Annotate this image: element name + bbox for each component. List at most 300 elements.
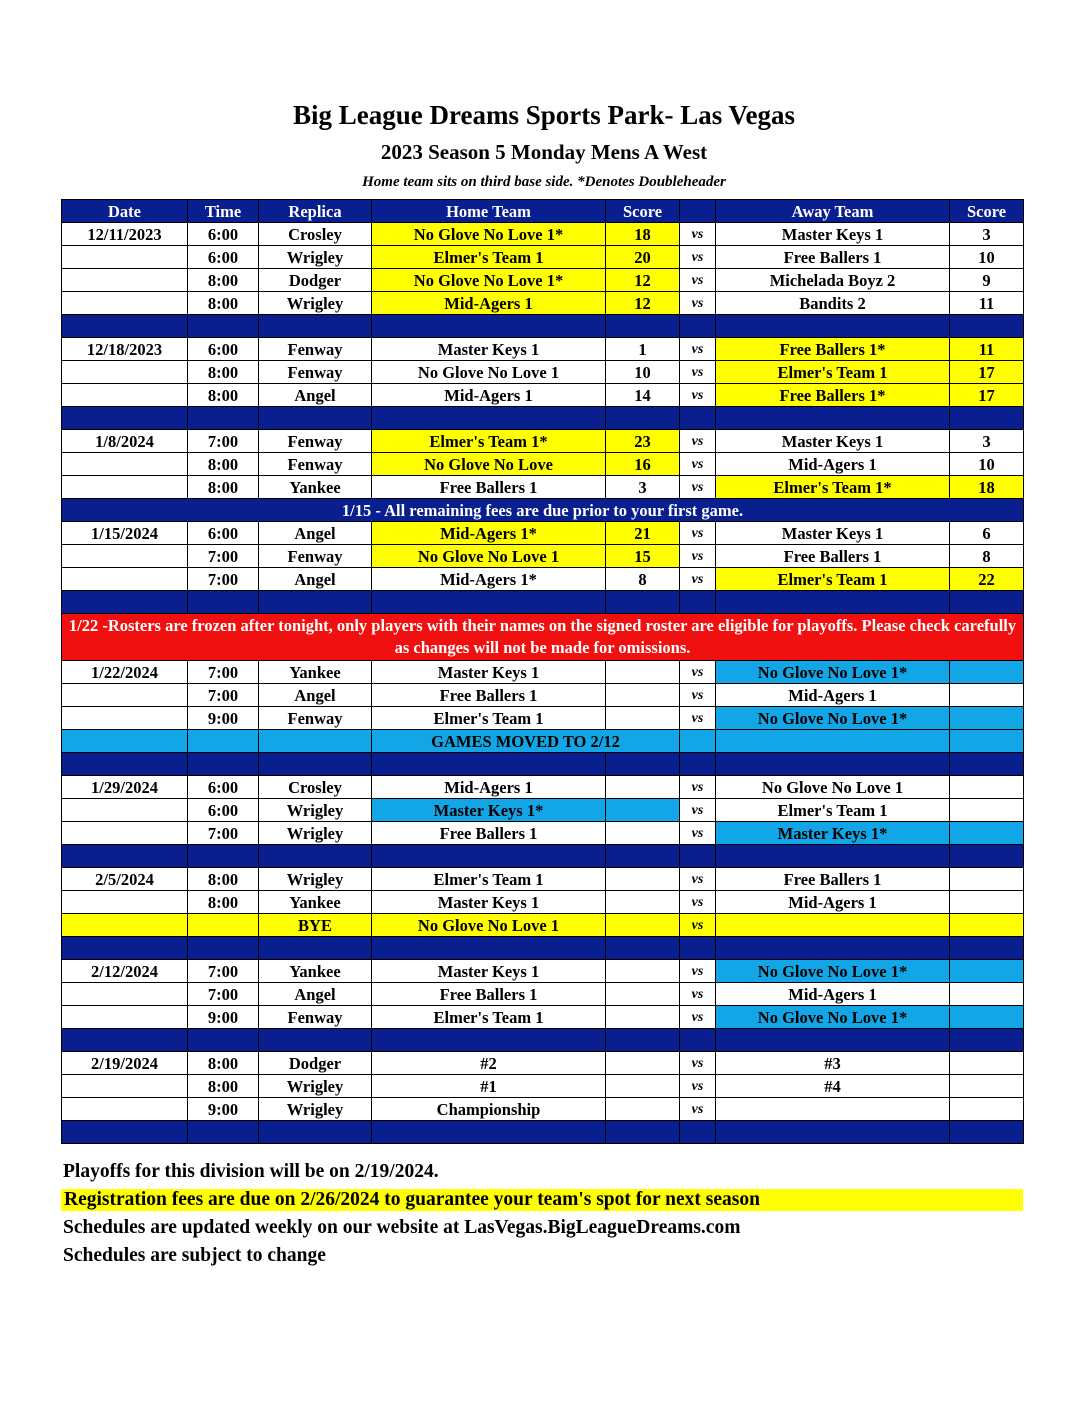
cell-time: 9:00 xyxy=(188,1098,259,1121)
col-home-score: Score xyxy=(606,200,680,223)
cell-away-score: 22 xyxy=(950,568,1024,591)
cell-date xyxy=(62,545,188,568)
cell-replica: Fenway xyxy=(259,453,372,476)
cell-replica: Yankee xyxy=(259,891,372,914)
cell-time: 8:00 xyxy=(188,269,259,292)
cell-vs: vs xyxy=(680,960,716,983)
cell-time: 8:00 xyxy=(188,476,259,499)
cell-away-score xyxy=(950,868,1024,891)
schedule-body xyxy=(62,223,1024,1144)
separator-cell xyxy=(372,315,606,338)
cell-home-team: Mid-Agers 1* xyxy=(372,568,606,591)
cell-home-score: 20 xyxy=(606,246,680,269)
cell-home-score xyxy=(606,799,680,822)
cell-vs: vs xyxy=(680,684,716,707)
separator-cell xyxy=(188,591,259,614)
cell-away-score: 6 xyxy=(950,522,1024,545)
cell-replica: Fenway xyxy=(259,545,372,568)
separator-cell xyxy=(716,591,950,614)
cell-replica: Angel xyxy=(259,983,372,1006)
cell-away-team: Mid-Agers 1 xyxy=(716,684,950,707)
cell-home-score: 15 xyxy=(606,545,680,568)
cell-replica: Wrigley xyxy=(259,246,372,269)
cell-replica: Wrigley xyxy=(259,1098,372,1121)
cell-time: 8:00 xyxy=(188,1052,259,1075)
cell-home-score xyxy=(606,776,680,799)
cell-away-team: Michelada Boyz 2 xyxy=(716,269,950,292)
rosters-notice-row xyxy=(62,614,1024,661)
separator-cell xyxy=(188,845,259,868)
separator-cell xyxy=(606,1121,680,1144)
separator-cell xyxy=(62,753,188,776)
cell-time: 8:00 xyxy=(188,292,259,315)
game-row xyxy=(62,545,1024,568)
cell-home-team: Master Keys 1 xyxy=(372,338,606,361)
cell-replica: Crosley xyxy=(259,223,372,246)
cell-away-team: Elmer's Team 1 xyxy=(716,799,950,822)
cell-away-team: Free Ballers 1 xyxy=(716,545,950,568)
separator-cell xyxy=(950,315,1024,338)
cell-home-score xyxy=(606,1098,680,1121)
cell-replica: Wrigley xyxy=(259,799,372,822)
cell-away-score xyxy=(950,914,1024,937)
header-note: Home team sits on third base side. *Denotes Doubleheader xyxy=(362,174,726,190)
game-row xyxy=(62,707,1024,730)
cell-date xyxy=(62,1075,188,1098)
cell-away-team: No Glove No Love 1* xyxy=(716,1006,950,1029)
cell-time: 7:00 xyxy=(188,983,259,1006)
cell-time: 8:00 xyxy=(188,891,259,914)
cell-away-score: 10 xyxy=(950,453,1024,476)
cell-replica: Angel xyxy=(259,522,372,545)
cell-time: 6:00 xyxy=(188,776,259,799)
cell-vs: vs xyxy=(680,384,716,407)
cell-vs: vs xyxy=(680,868,716,891)
cell-date xyxy=(62,453,188,476)
cell-date: 12/11/2023 xyxy=(62,223,188,246)
separator-cell xyxy=(188,315,259,338)
cell-home-score xyxy=(606,1052,680,1075)
cell-vs: vs xyxy=(680,891,716,914)
cell-home-score xyxy=(606,707,680,730)
cell-home-score: 16 xyxy=(606,453,680,476)
cell-away-score: 11 xyxy=(950,292,1024,315)
cell-away-score: 17 xyxy=(950,384,1024,407)
cell-time: 7:00 xyxy=(188,661,259,684)
cell-replica: Fenway xyxy=(259,1006,372,1029)
cell-home-score: 21 xyxy=(606,522,680,545)
separator-row xyxy=(62,1029,1024,1052)
cell-time: 8:00 xyxy=(188,868,259,891)
cell-away-score: 8 xyxy=(950,545,1024,568)
games-moved-cell xyxy=(680,730,716,753)
cell-time: 7:00 xyxy=(188,545,259,568)
separator-cell xyxy=(680,591,716,614)
separator-row xyxy=(62,407,1024,430)
cell-date: 2/12/2024 xyxy=(62,960,188,983)
cell-home-score xyxy=(606,868,680,891)
cell-time: 6:00 xyxy=(188,799,259,822)
cell-date xyxy=(62,707,188,730)
cell-away-team: Elmer's Team 1 xyxy=(716,568,950,591)
cell-away-team: Mid-Agers 1 xyxy=(716,891,950,914)
cell-home-team: No Glove No Love xyxy=(372,453,606,476)
game-row xyxy=(62,453,1024,476)
cell-home-score xyxy=(606,1006,680,1029)
cell-replica: Wrigley xyxy=(259,822,372,845)
separator-cell xyxy=(259,407,372,430)
footer-registration: Registration fees are due on 2/26/2024 to guarantee your team's spot for next season xyxy=(61,1189,1023,1211)
separator-cell xyxy=(62,315,188,338)
cell-home-team: Free Ballers 1 xyxy=(372,684,606,707)
cell-time: 9:00 xyxy=(188,1006,259,1029)
cell-away-team xyxy=(716,914,950,937)
separator-cell xyxy=(606,1029,680,1052)
cell-home-team: Mid-Agers 1 xyxy=(372,384,606,407)
cell-vs: vs xyxy=(680,545,716,568)
cell-date xyxy=(62,799,188,822)
separator-cell xyxy=(680,1121,716,1144)
cell-date xyxy=(62,891,188,914)
header-row xyxy=(62,200,1024,223)
cell-time: 7:00 xyxy=(188,960,259,983)
fees-notice-row xyxy=(62,499,1024,522)
separator-cell xyxy=(188,407,259,430)
col-replica: Replica xyxy=(259,200,372,223)
cell-vs: vs xyxy=(680,799,716,822)
separator-cell xyxy=(62,937,188,960)
cell-away-score: 11 xyxy=(950,338,1024,361)
cell-home-team: Elmer's Team 1 xyxy=(372,707,606,730)
cell-home-team: Elmer's Team 1 xyxy=(372,246,606,269)
col-date: Date xyxy=(62,200,188,223)
cell-date xyxy=(62,292,188,315)
separator-cell xyxy=(372,1029,606,1052)
cell-home-team: No Glove No Love 1* xyxy=(372,269,606,292)
cell-home-score xyxy=(606,960,680,983)
cell-away-score xyxy=(950,1052,1024,1075)
page-subtitle: 2023 Season 5 Monday Mens A West xyxy=(380,140,708,164)
separator-row xyxy=(62,845,1024,868)
cell-vs: vs xyxy=(680,707,716,730)
cell-home-score: 10 xyxy=(606,361,680,384)
cell-home-team: #2 xyxy=(372,1052,606,1075)
cell-vs: vs xyxy=(680,292,716,315)
cell-vs: vs xyxy=(680,776,716,799)
col-vs xyxy=(680,200,716,223)
cell-vs: vs xyxy=(680,476,716,499)
cell-away-score: 9 xyxy=(950,269,1024,292)
separator-cell xyxy=(188,753,259,776)
separator-cell xyxy=(372,407,606,430)
cell-away-team: Free Ballers 1* xyxy=(716,338,950,361)
separator-cell xyxy=(680,407,716,430)
cell-time xyxy=(188,914,259,937)
separator-cell xyxy=(259,937,372,960)
separator-cell xyxy=(950,1121,1024,1144)
cell-away-team: No Glove No Love 1* xyxy=(716,661,950,684)
cell-away-team: No Glove No Love 1* xyxy=(716,960,950,983)
games-moved-cell xyxy=(62,730,188,753)
cell-home-score: 18 xyxy=(606,223,680,246)
cell-time: 8:00 xyxy=(188,361,259,384)
cell-home-team: No Glove No Love 1* xyxy=(372,223,606,246)
game-row xyxy=(62,891,1024,914)
games-moved-cell xyxy=(259,730,372,753)
cell-home-score xyxy=(606,822,680,845)
separator-cell xyxy=(950,937,1024,960)
cell-away-team: Master Keys 1 xyxy=(716,430,950,453)
separator-cell xyxy=(372,591,606,614)
separator-cell xyxy=(62,1121,188,1144)
cell-replica: Fenway xyxy=(259,361,372,384)
cell-away-score xyxy=(950,1075,1024,1098)
cell-date: 1/8/2024 xyxy=(62,430,188,453)
cell-replica: Yankee xyxy=(259,661,372,684)
cell-away-team: Elmer's Team 1 xyxy=(716,361,950,384)
cell-replica: Yankee xyxy=(259,960,372,983)
cell-replica: Crosley xyxy=(259,776,372,799)
game-row xyxy=(62,1052,1024,1075)
cell-home-score xyxy=(606,914,680,937)
cell-home-team: No Glove No Love 1 xyxy=(372,545,606,568)
cell-away-team: No Glove No Love 1* xyxy=(716,707,950,730)
cell-time: 8:00 xyxy=(188,1075,259,1098)
separator-cell xyxy=(680,315,716,338)
cell-home-team: Elmer's Team 1 xyxy=(372,868,606,891)
separator-cell xyxy=(950,407,1024,430)
cell-vs: vs xyxy=(680,522,716,545)
cell-time: 6:00 xyxy=(188,338,259,361)
cell-date xyxy=(62,269,188,292)
cell-vs: vs xyxy=(680,223,716,246)
col-time: Time xyxy=(188,200,259,223)
cell-home-score: 14 xyxy=(606,384,680,407)
separator-row xyxy=(62,591,1024,614)
cell-time: 7:00 xyxy=(188,430,259,453)
cell-vs: vs xyxy=(680,1098,716,1121)
cell-home-team: Master Keys 1 xyxy=(372,891,606,914)
cell-away-score: 3 xyxy=(950,430,1024,453)
cell-home-score: 3 xyxy=(606,476,680,499)
game-row xyxy=(62,983,1024,1006)
footer-change: Schedules are subject to change xyxy=(63,1245,326,1266)
cell-date xyxy=(62,1098,188,1121)
separator-cell xyxy=(950,1029,1024,1052)
cell-home-team: Mid-Agers 1* xyxy=(372,522,606,545)
cell-vs: vs xyxy=(680,361,716,384)
cell-date xyxy=(62,914,188,937)
cell-vs: vs xyxy=(680,568,716,591)
cell-home-team: Free Ballers 1 xyxy=(372,822,606,845)
cell-time: 7:00 xyxy=(188,822,259,845)
cell-home-team: Free Ballers 1 xyxy=(372,476,606,499)
separator-cell xyxy=(950,845,1024,868)
cell-date: 1/29/2024 xyxy=(62,776,188,799)
games-moved-cell xyxy=(950,730,1024,753)
game-row xyxy=(62,1075,1024,1098)
separator-cell xyxy=(716,407,950,430)
cell-home-score xyxy=(606,684,680,707)
cell-home-team: Mid-Agers 1 xyxy=(372,776,606,799)
game-row xyxy=(62,430,1024,453)
separator-cell xyxy=(62,407,188,430)
cell-away-team: Mid-Agers 1 xyxy=(716,983,950,1006)
game-row xyxy=(62,568,1024,591)
game-row xyxy=(62,269,1024,292)
cell-home-team: Master Keys 1* xyxy=(372,799,606,822)
cell-date: 2/5/2024 xyxy=(62,868,188,891)
separator-cell xyxy=(62,845,188,868)
cell-date xyxy=(62,361,188,384)
separator-cell xyxy=(716,1121,950,1144)
game-row xyxy=(62,776,1024,799)
cell-home-score xyxy=(606,1075,680,1098)
separator-cell xyxy=(680,845,716,868)
cell-vs: vs xyxy=(680,914,716,937)
cell-away-team: No Glove No Love 1 xyxy=(716,776,950,799)
cell-replica: Angel xyxy=(259,684,372,707)
game-row xyxy=(62,476,1024,499)
cell-away-score xyxy=(950,960,1024,983)
game-row xyxy=(62,361,1024,384)
cell-away-team xyxy=(716,1098,950,1121)
game-row xyxy=(62,684,1024,707)
separator-cell xyxy=(62,1029,188,1052)
cell-home-team: Mid-Agers 1 xyxy=(372,292,606,315)
bye-row xyxy=(62,914,1024,937)
cell-vs: vs xyxy=(680,822,716,845)
separator-cell xyxy=(188,1029,259,1052)
schedule-table xyxy=(61,199,1024,1144)
cell-vs: vs xyxy=(680,661,716,684)
cell-away-score xyxy=(950,822,1024,845)
cell-time: 6:00 xyxy=(188,246,259,269)
cell-time: 7:00 xyxy=(188,684,259,707)
game-row xyxy=(62,1006,1024,1029)
cell-vs: vs xyxy=(680,430,716,453)
cell-time: 6:00 xyxy=(188,223,259,246)
cell-home-team: No Glove No Love 1 xyxy=(372,361,606,384)
cell-home-team: Free Ballers 1 xyxy=(372,983,606,1006)
footer-playoffs: Playoffs for this division will be on 2/19/2024. xyxy=(63,1161,439,1182)
cell-away-score xyxy=(950,661,1024,684)
cell-away-team: #4 xyxy=(716,1075,950,1098)
cell-replica: Fenway xyxy=(259,338,372,361)
cell-date xyxy=(62,246,188,269)
cell-replica: Wrigley xyxy=(259,1075,372,1098)
cell-away-score xyxy=(950,684,1024,707)
cell-home-team: #1 xyxy=(372,1075,606,1098)
cell-vs: vs xyxy=(680,338,716,361)
separator-row xyxy=(62,753,1024,776)
cell-date: 1/15/2024 xyxy=(62,522,188,545)
separator-cell xyxy=(606,937,680,960)
cell-date: 1/22/2024 xyxy=(62,661,188,684)
game-row xyxy=(62,960,1024,983)
separator-cell xyxy=(680,937,716,960)
cell-replica: Dodger xyxy=(259,1052,372,1075)
game-row xyxy=(62,292,1024,315)
cell-date: 2/19/2024 xyxy=(62,1052,188,1075)
cell-home-score: 23 xyxy=(606,430,680,453)
cell-home-score xyxy=(606,983,680,1006)
cell-date xyxy=(62,983,188,1006)
cell-date xyxy=(62,384,188,407)
cell-away-team: Free Ballers 1* xyxy=(716,384,950,407)
cell-away-score xyxy=(950,799,1024,822)
separator-cell xyxy=(950,753,1024,776)
games-moved-cell xyxy=(716,730,950,753)
cell-home-team: No Glove No Love 1 xyxy=(372,914,606,937)
cell-date: 12/18/2023 xyxy=(62,338,188,361)
col-away-score: Score xyxy=(950,200,1024,223)
separator-cell xyxy=(372,1121,606,1144)
cell-date xyxy=(62,822,188,845)
cell-home-score: 12 xyxy=(606,269,680,292)
separator-cell xyxy=(188,937,259,960)
separator-row xyxy=(62,1121,1024,1144)
cell-away-score: 10 xyxy=(950,246,1024,269)
games-moved-cell xyxy=(188,730,259,753)
cell-away-score xyxy=(950,891,1024,914)
cell-away-team: Mid-Agers 1 xyxy=(716,453,950,476)
separator-cell xyxy=(606,315,680,338)
game-row xyxy=(62,522,1024,545)
separator-cell xyxy=(716,937,950,960)
separator-row xyxy=(62,937,1024,960)
cell-time: 9:00 xyxy=(188,707,259,730)
game-row xyxy=(62,246,1024,269)
cell-time: 8:00 xyxy=(188,384,259,407)
cell-vs: vs xyxy=(680,269,716,292)
separator-cell xyxy=(62,591,188,614)
game-row xyxy=(62,384,1024,407)
separator-cell xyxy=(372,753,606,776)
cell-home-score: 1 xyxy=(606,338,680,361)
rosters-notice-row-text: 1/22 -Rosters are frozen after tonight, only players with their names on the signed roster are eligible for playoffs. Please check carefully as changes will not be made for omissions. xyxy=(62,614,1024,661)
separator-cell xyxy=(259,753,372,776)
col-away-team: Away Team xyxy=(716,200,950,223)
cell-home-score xyxy=(606,661,680,684)
cell-home-team: Championship xyxy=(372,1098,606,1121)
game-row xyxy=(62,661,1024,684)
separator-row xyxy=(62,315,1024,338)
cell-replica: Wrigley xyxy=(259,868,372,891)
cell-replica: BYE xyxy=(259,914,372,937)
cell-date xyxy=(62,568,188,591)
cell-home-team: Master Keys 1 xyxy=(372,661,606,684)
fees-notice-row-text: 1/15 - All remaining fees are due prior to your first game. xyxy=(62,499,1024,522)
separator-cell xyxy=(716,315,950,338)
game-row xyxy=(62,338,1024,361)
cell-away-score xyxy=(950,1006,1024,1029)
cell-away-team: #3 xyxy=(716,1052,950,1075)
cell-vs: vs xyxy=(680,983,716,1006)
separator-cell xyxy=(606,407,680,430)
cell-home-team: Master Keys 1 xyxy=(372,960,606,983)
cell-time: 7:00 xyxy=(188,568,259,591)
games-moved-row xyxy=(62,730,1024,753)
separator-cell xyxy=(259,315,372,338)
separator-cell xyxy=(188,1121,259,1144)
cell-away-team: Bandits 2 xyxy=(716,292,950,315)
separator-cell xyxy=(716,845,950,868)
cell-away-score: 18 xyxy=(950,476,1024,499)
separator-cell xyxy=(372,845,606,868)
cell-away-score xyxy=(950,707,1024,730)
cell-time: 8:00 xyxy=(188,453,259,476)
